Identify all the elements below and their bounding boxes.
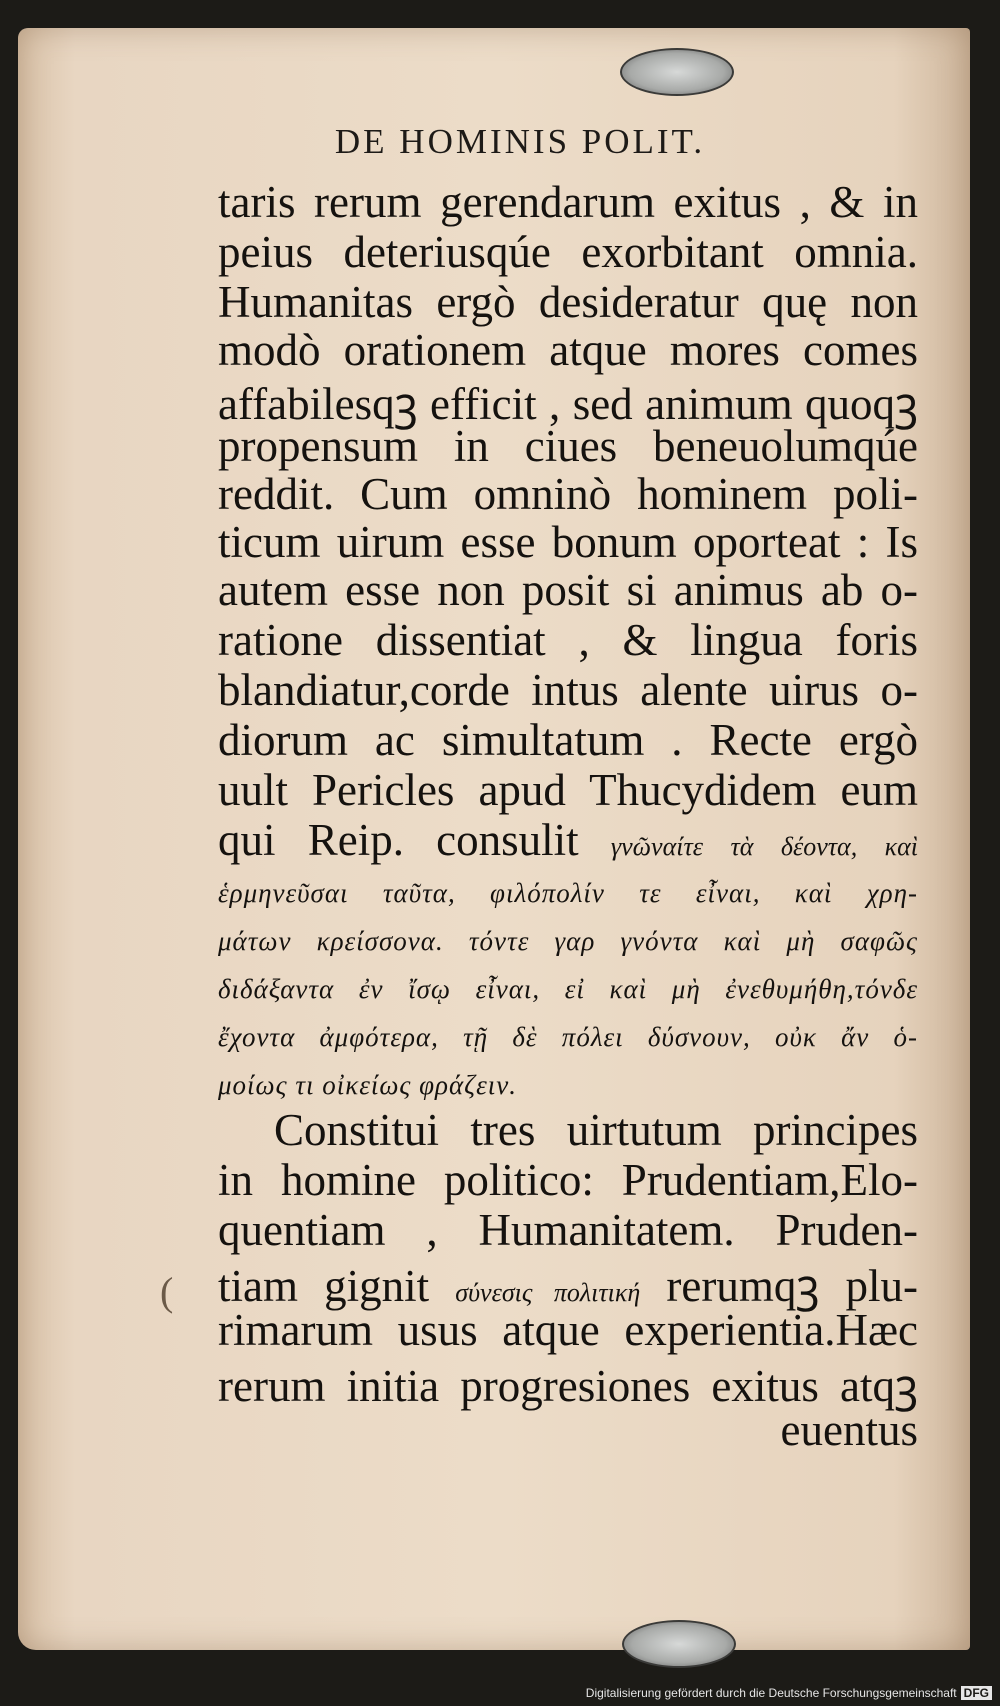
text-line: autem esse non posit si animus ab o-	[218, 565, 918, 615]
digitization-credit	[586, 1686, 992, 1700]
greek-line: διδάξαντα ἐν ἴσῳ εἶναι, εἰ καὶ μὴ ἐνεθυμήθη,τόνδε	[218, 974, 918, 1004]
text-line: modò orationem atque mores comes	[218, 325, 918, 375]
greek-line: μάτων κρείσσονα. τόντε γαρ γνόντα καὶ μὴ σαφῶς	[218, 926, 918, 956]
text-line: rerum initia progresiones exitus atqꝫ	[218, 1361, 918, 1411]
latin-text: tiam gignit	[218, 1261, 430, 1311]
text-line: diorum ac simultatum . Recte ergò	[218, 715, 918, 765]
text-line: in homine politico: Prudentiam,Elo-	[218, 1155, 918, 1205]
latin-text: qui Reip. consulit	[218, 815, 579, 865]
text-line-mixed	[218, 814, 918, 866]
text-line: propensum in ciues beneuolumqúe	[218, 421, 918, 471]
text-line: uult Pericles apud Thucydidem eum	[218, 765, 918, 815]
greek-text: σύνεσις πολιτική	[455, 1278, 641, 1307]
running-title: DE HOMINIS POLIT.	[334, 122, 706, 161]
greek-line: μοίως τι οἰκείως φράζειν.	[218, 1070, 517, 1100]
margin-mark: (	[160, 1269, 174, 1314]
text-line: ratione dissentiat , & lingua foris	[218, 615, 918, 665]
text-line: affabilesqꝫ efficit , sed animum quoqꝫ	[218, 379, 918, 429]
text-line: taris rerum gerendarum exitus , & in	[218, 177, 918, 227]
text-line: Constitui tres uirtutum principes	[274, 1105, 918, 1155]
page-clip-bottom	[622, 1620, 736, 1668]
text-line: peius deteriusqúe exorbitant omnia.	[218, 227, 918, 277]
text-line: rimarum usus atque experientia.Hæc	[218, 1305, 918, 1355]
greek-text: γνῶναίτε τὰ δέοντα, καὶ	[610, 832, 919, 861]
page-clip-top	[620, 48, 734, 96]
credit-text: Digitalisierung gefördert durch die Deutsche Forschungsgemeinschaft	[585, 1686, 957, 1700]
greek-line: ἑρμηνεῦσαι ταῦτα, φιλόπολίν τε εἶναι, καὶ χρη-	[218, 878, 918, 908]
text-line: reddit. Cum omninò hominem poli-	[218, 469, 918, 519]
text-line: quentiam , Humanitatem. Pruden-	[218, 1205, 918, 1255]
latin-text: rerumqꝫ plu-	[666, 1261, 919, 1311]
text-line: blandiatur,corde intus alente uirus o-	[218, 665, 918, 715]
text-line: Humanitas ergò desideratur quę non	[218, 277, 918, 327]
text-line: ticum uirum esse bonum oporteat : Is	[218, 517, 918, 567]
dfg-logo: DFG	[961, 1686, 992, 1700]
greek-line: ἔχοντα ἀμφότερα, τῇ δὲ πόλει δύσνουν, οὐκ ἄν ὁ-	[218, 1022, 918, 1052]
catchword: euentus	[780, 1405, 918, 1455]
